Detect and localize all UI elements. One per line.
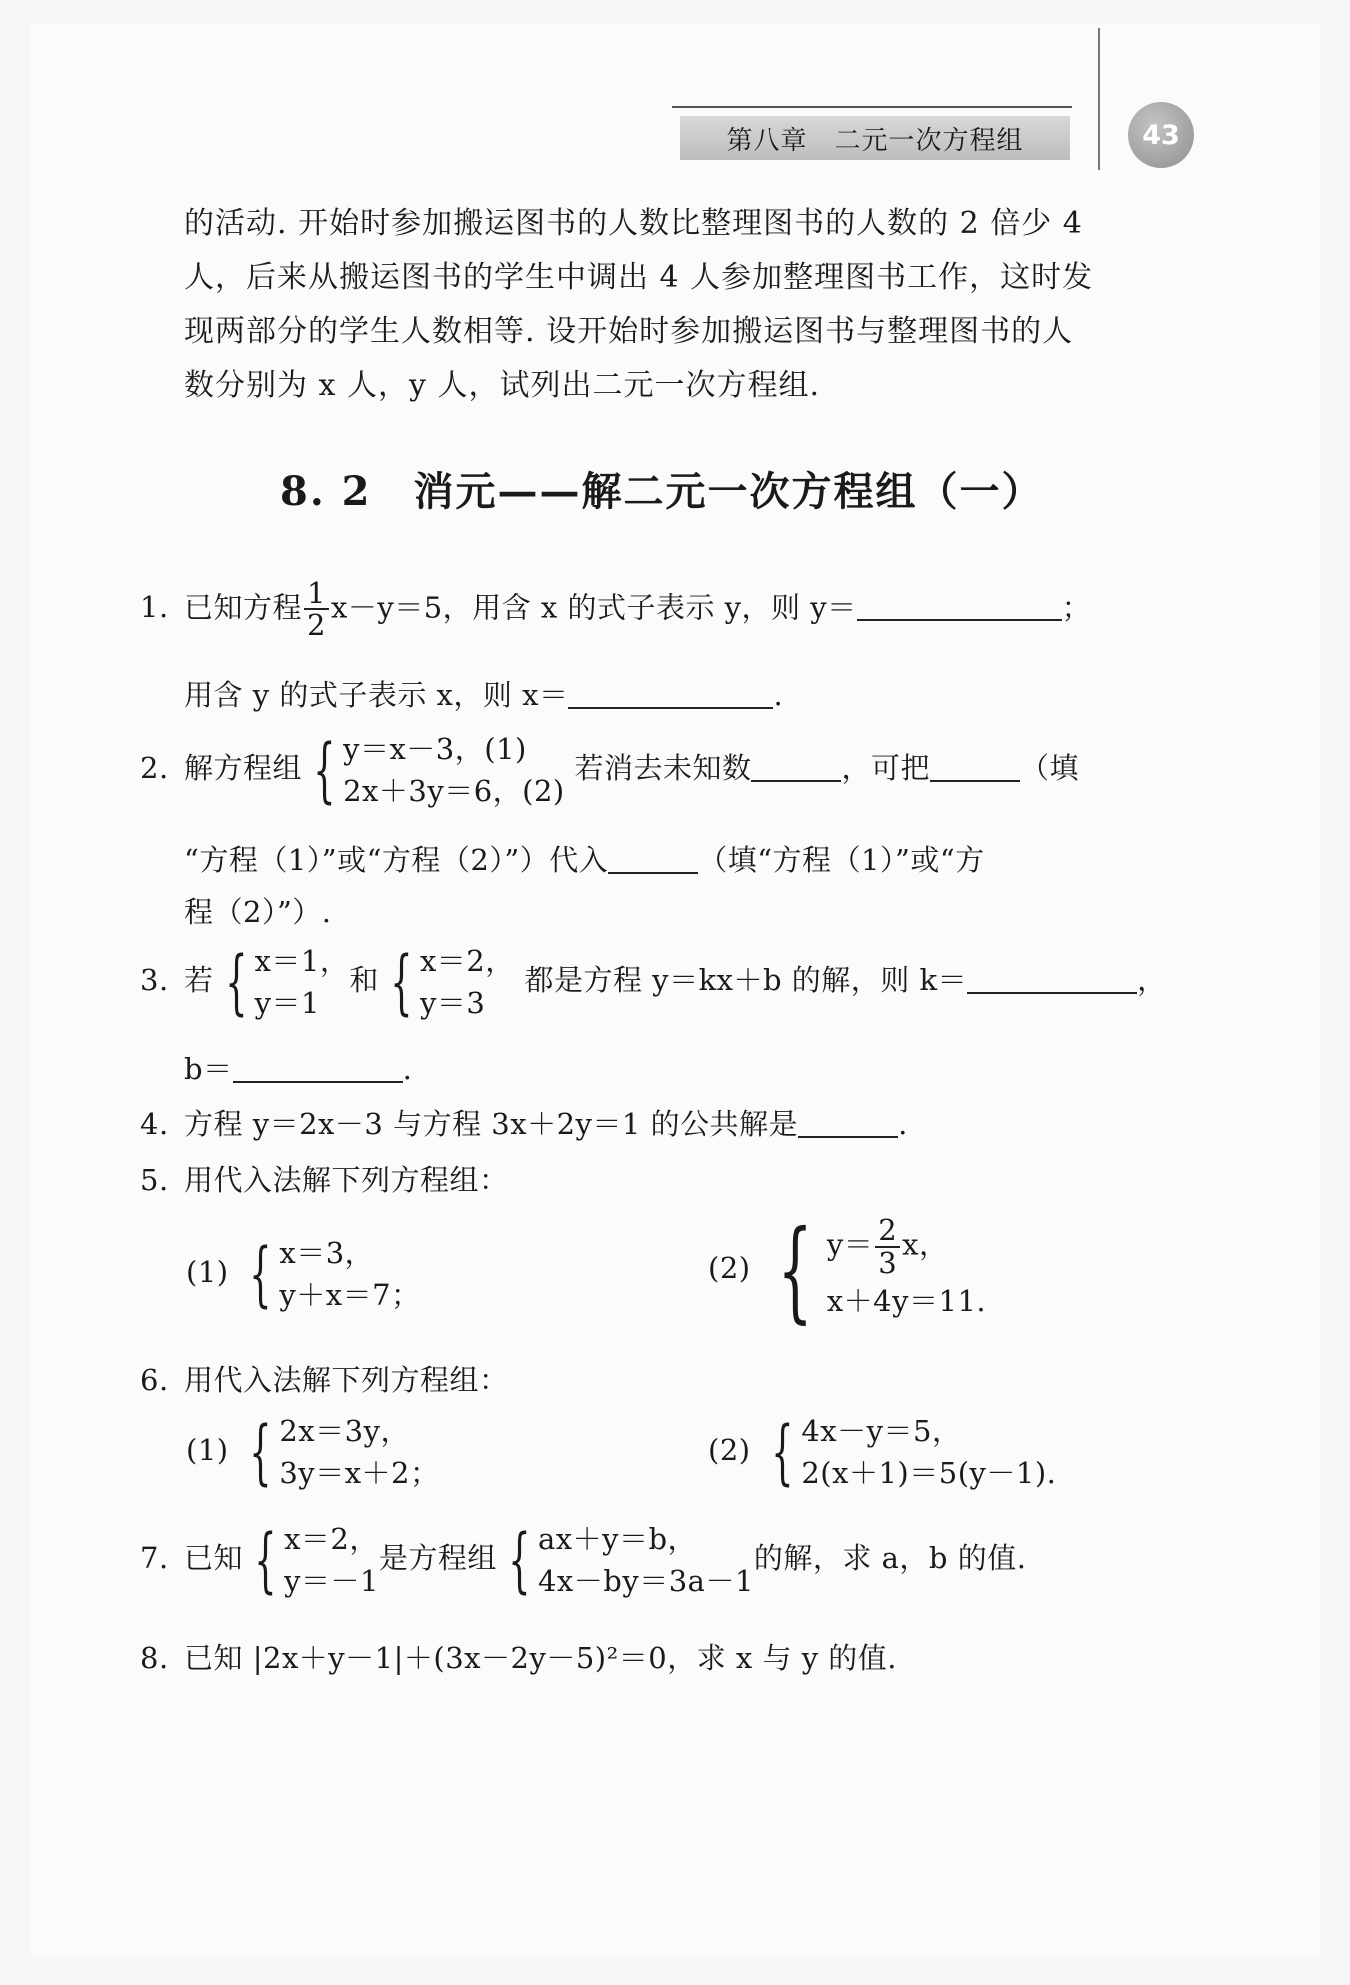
question-1: [140, 578, 1091, 641]
question-5: [140, 1158, 509, 1199]
q3-line2-end: .: [402, 1052, 413, 1086]
fraction: [304, 578, 329, 641]
equation-system: [238, 1410, 439, 1494]
question-2-line-3: 程（2）”）.: [184, 895, 332, 929]
equation-1: x＝3，: [279, 1236, 375, 1270]
question-3: [140, 940, 1167, 1024]
left-brace: {: [249, 1233, 273, 1316]
question-8: [140, 1636, 897, 1677]
intro-line-2: 人，后来从搬运图书的学生中调出 4 人参加整理图书工作，这时发: [184, 260, 1094, 295]
answer-blank[interactable]: [568, 677, 773, 709]
q4-end: .: [898, 1107, 908, 1141]
question-number: 8.: [140, 1641, 169, 1675]
q2-pre: 解方程组: [184, 751, 303, 786]
header-divider: [1098, 28, 1100, 170]
equation-1: ax＋y＝b，: [537, 1522, 698, 1556]
q4-text: 方程 y＝2x－3 与方程 3x＋2y＝1 的公共解是: [184, 1107, 799, 1141]
question-number: 3.: [140, 963, 169, 998]
q7-pre: 已知: [184, 1541, 244, 1576]
q6-part-1: [186, 1410, 440, 1494]
equation-2: y＋x＝7；: [279, 1278, 421, 1313]
intro-line-3: 现两部分的学生人数相等. 设开始时参加搬运图书与整理图书的人: [184, 314, 1074, 349]
q3-pre: 若: [184, 963, 214, 998]
equation-system: [497, 1518, 754, 1602]
part-label: (2): [708, 1433, 751, 1468]
left-brace: {: [313, 729, 336, 812]
eq-pre: y＝: [826, 1227, 874, 1262]
part-label: (2): [708, 1251, 751, 1285]
q1-pre: 已知方程: [184, 590, 303, 625]
denominator: 2: [307, 608, 326, 643]
equation-1: [827, 1215, 986, 1278]
equation-system: [302, 728, 565, 812]
answer-blank[interactable]: [930, 750, 1020, 782]
equation-system: [760, 1410, 1056, 1494]
numerator: 2: [875, 1215, 900, 1247]
q2-line2a: “方程（1）”或“方程（2）”）代入: [184, 843, 609, 877]
solution-system-2: [379, 940, 515, 1024]
equation-2: 2(x＋1)＝5(y－1).: [801, 1456, 1057, 1491]
question-1-line-2: [184, 673, 783, 714]
section-title: 8. 2 消元——解二元一次方程组（一）: [280, 468, 1044, 515]
chapter-header: 第八章 二元一次方程组: [680, 116, 1070, 160]
question-number: 6.: [140, 1363, 169, 1397]
question-2: [140, 728, 1079, 812]
q1-end: ；: [1061, 590, 1092, 625]
left-brace: {: [390, 941, 413, 1024]
q5-text: 用代入法解下列方程组：: [184, 1163, 509, 1197]
equation-1: y＝x－3，(1): [343, 732, 527, 766]
answer-blank[interactable]: [798, 1106, 898, 1138]
q6-text: 用代入法解下列方程组：: [184, 1363, 509, 1397]
eq-post: x，: [902, 1227, 949, 1262]
solution-y: y＝1: [254, 986, 320, 1021]
answer-blank[interactable]: [857, 589, 1062, 621]
q2-line2b: （填“方程（1）”或“方: [698, 843, 985, 877]
part-label: (1): [186, 1433, 229, 1468]
solution-x: x＝2，: [284, 1522, 379, 1556]
q3-text: 都是方程 y＝kx＋b 的解，则 k＝: [524, 963, 968, 998]
denominator: 3: [878, 1245, 898, 1280]
intro-line-1: 的活动. 开始时参加搬运图书的人数比整理图书的人数的 2 倍少 4: [184, 206, 1083, 241]
question-number: 2.: [140, 751, 169, 786]
q5-part-1: [186, 1232, 421, 1316]
solution-x: x＝2，: [419, 944, 515, 978]
q2-mid3: （填: [1019, 751, 1079, 786]
question-number: 7.: [140, 1541, 169, 1576]
q7-text: 的解，求 a，b 的值.: [753, 1541, 1027, 1576]
q3-end: ，: [1137, 963, 1167, 998]
question-7: [140, 1518, 1026, 1602]
question-3-line-2: [184, 1047, 412, 1088]
equation-2: x＋4y＝11.: [826, 1284, 987, 1319]
left-brace: {: [771, 1411, 795, 1494]
equation-2: 4x－by＝3a－1: [537, 1564, 754, 1599]
question-number: 5.: [140, 1163, 169, 1197]
page-number: 43: [1128, 102, 1194, 168]
q6-part-2: [708, 1410, 1056, 1494]
solution-y: y＝－1: [284, 1564, 379, 1599]
equation-1: 2x＝3y，: [279, 1414, 410, 1448]
q1-text: x－y＝5，用含 x 的式子表示 y，则 y＝: [330, 590, 857, 625]
left-brace: {: [508, 1519, 531, 1602]
solution-y: y＝3: [419, 986, 486, 1021]
equation-1: 4x－y＝5，: [801, 1414, 962, 1448]
left-brace: {: [249, 1411, 273, 1494]
question-number: 1.: [140, 590, 169, 625]
equation-system: [760, 1206, 987, 1334]
header-rule: [672, 106, 1072, 108]
q2-mid: 若消去未知数: [574, 751, 752, 786]
solution-system-1: [214, 940, 350, 1024]
left-brace: {: [777, 1206, 814, 1334]
q1-line2-end: .: [773, 678, 784, 712]
answer-blank[interactable]: [608, 842, 698, 874]
numerator: 1: [304, 578, 329, 610]
q3-and: 和: [349, 963, 379, 998]
q1-line2: 用含 y 的式子表示 x，则 x＝: [184, 678, 569, 712]
answer-blank[interactable]: [751, 750, 841, 782]
q8-text: 已知 |2x＋y－1|＋(3x－2y－5)²＝0，求 x 与 y 的值.: [184, 1641, 898, 1675]
left-brace: {: [224, 941, 248, 1024]
solution-system: [243, 1518, 379, 1602]
equation-system: [238, 1232, 420, 1316]
intro-line-4: 数分别为 x 人，y 人，试列出二元一次方程组.: [184, 368, 821, 403]
q3-line2: b＝: [184, 1052, 233, 1086]
question-4: [140, 1102, 908, 1143]
part-label: (1): [186, 1255, 229, 1290]
equation-2: 3y＝x＋2；: [279, 1456, 440, 1491]
left-brace: {: [254, 1519, 277, 1602]
solution-x: x＝1，: [254, 944, 350, 978]
answer-blank[interactable]: [233, 1051, 403, 1083]
question-number: 4.: [140, 1107, 169, 1141]
q5-part-2: [708, 1206, 987, 1334]
equation-2: 2x＋3y＝6，(2): [343, 774, 565, 809]
q2-mid2: ，可把: [841, 751, 930, 786]
answer-blank[interactable]: [967, 962, 1137, 994]
question-2-line-2: [184, 838, 985, 879]
question-6: [140, 1358, 509, 1399]
q7-mid: 是方程组: [378, 1541, 497, 1576]
fraction: [875, 1215, 900, 1278]
